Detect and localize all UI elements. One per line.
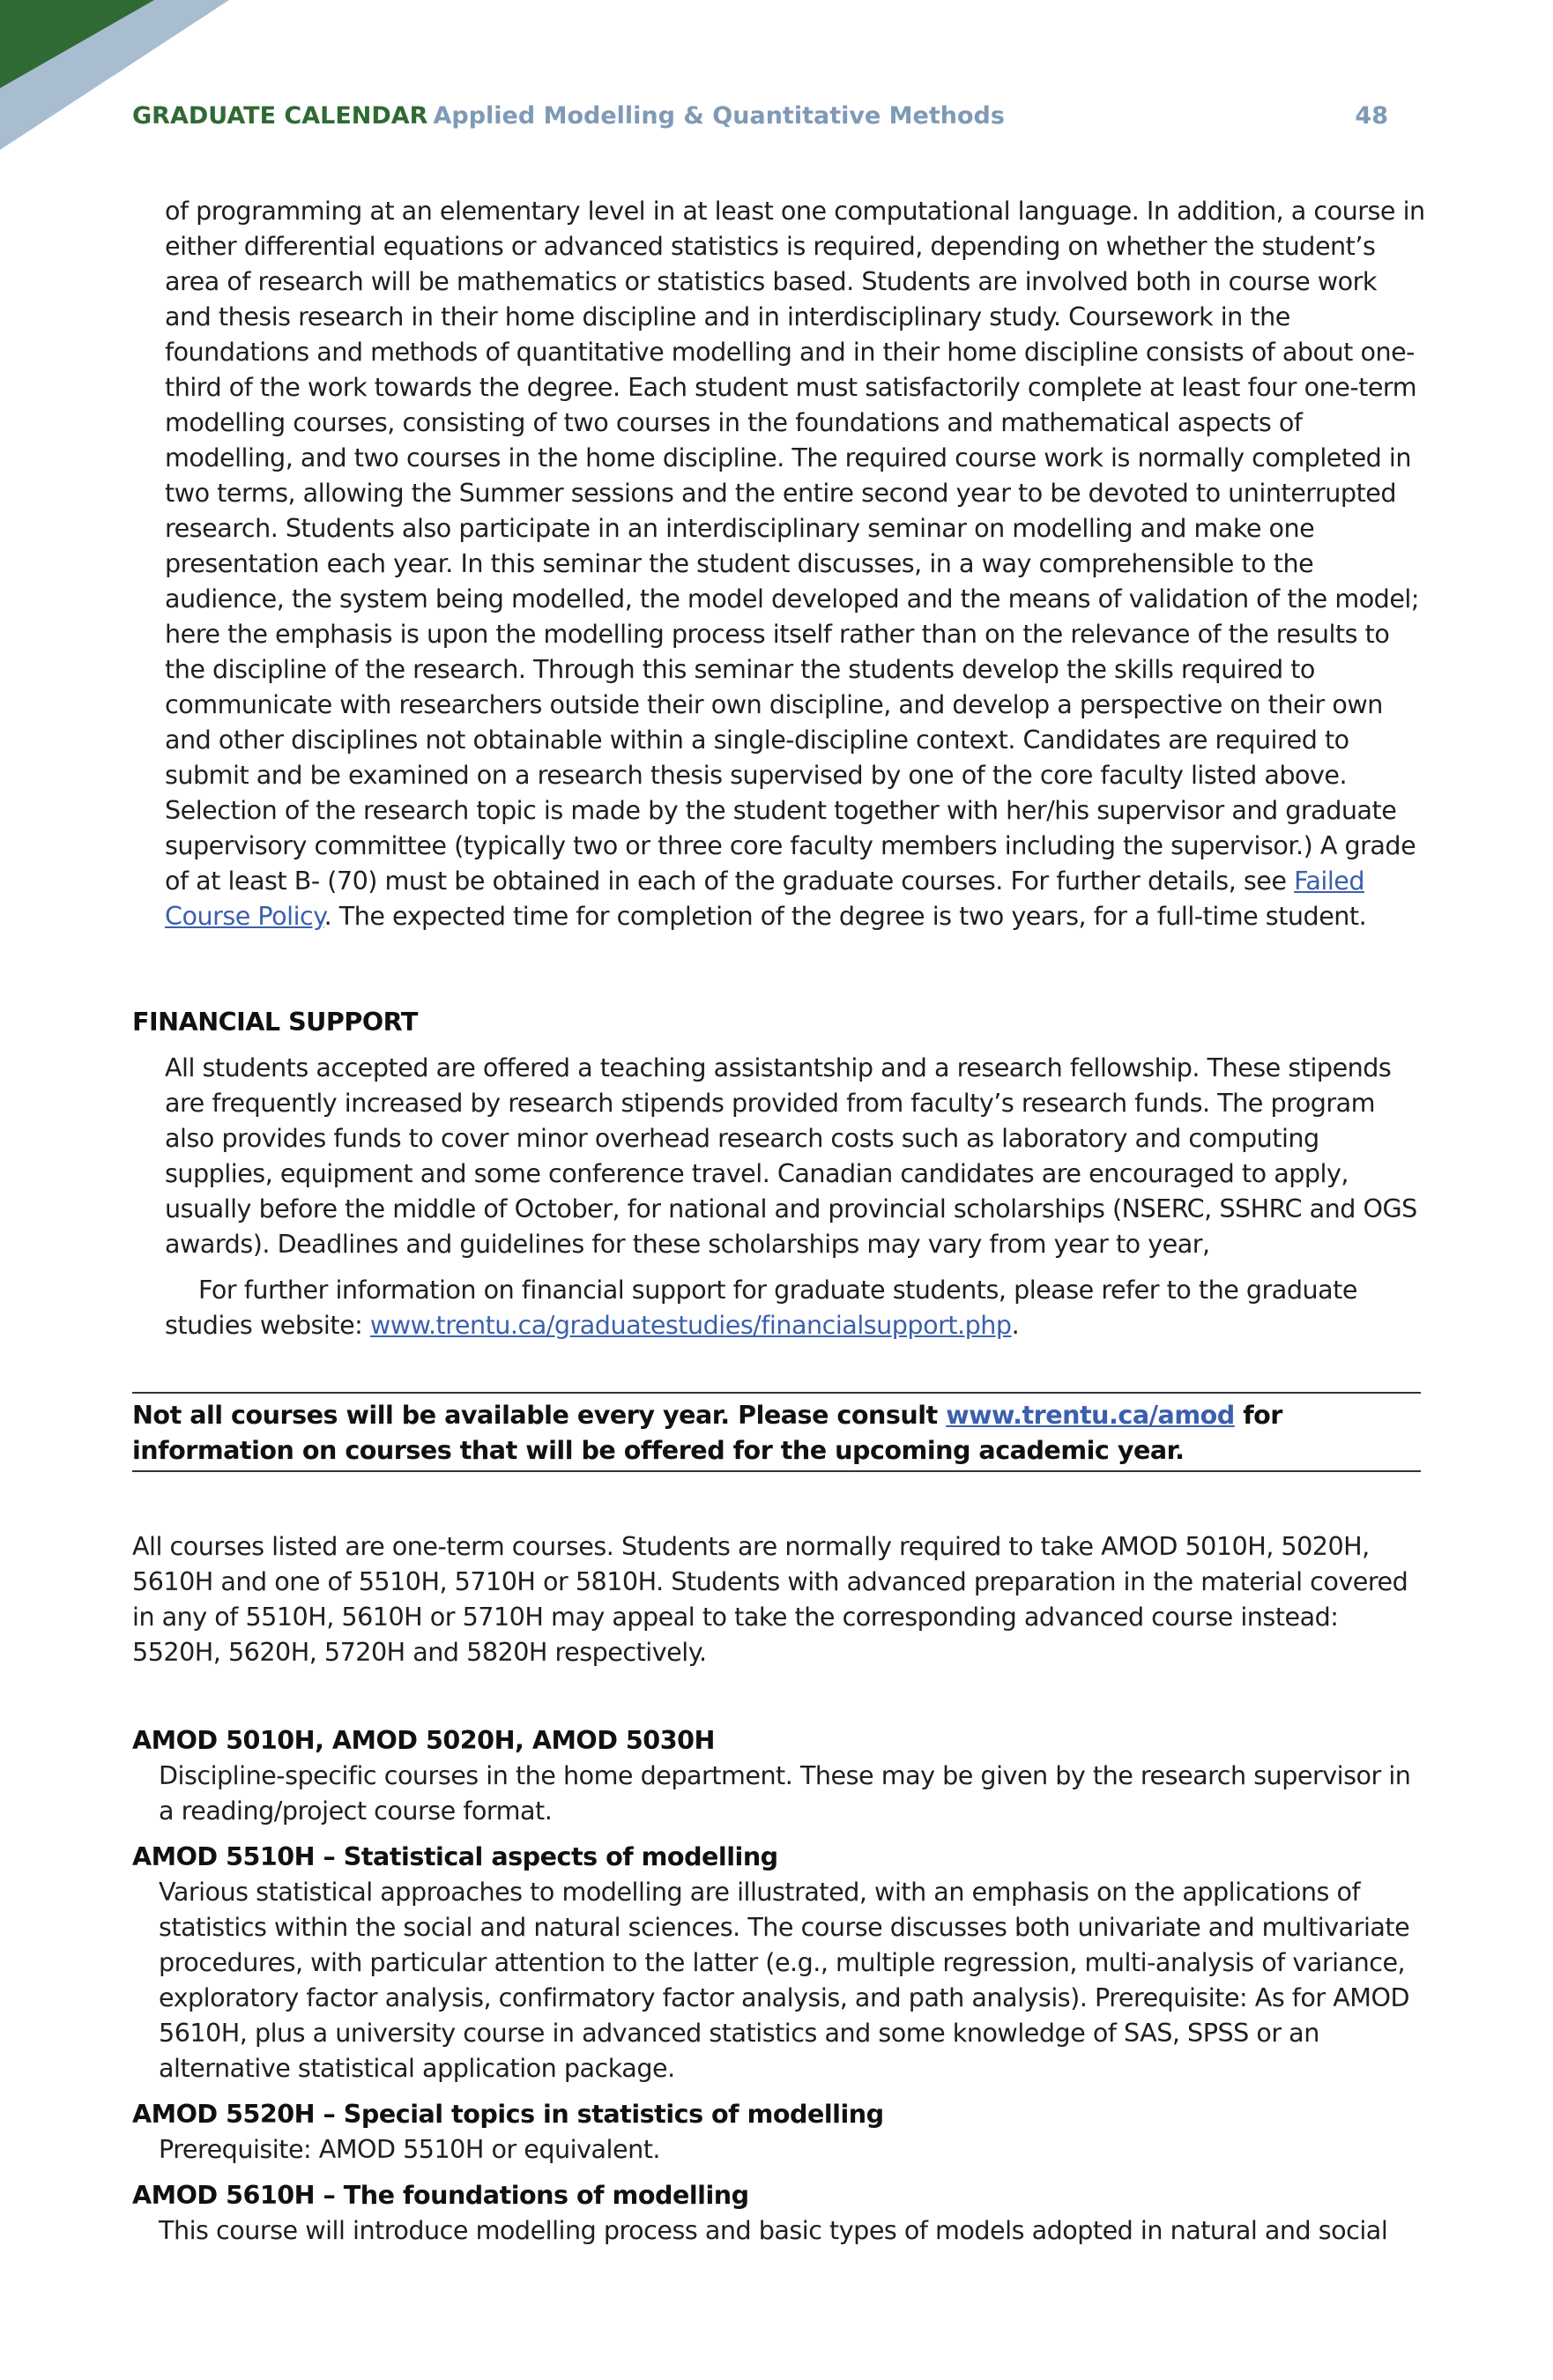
course-title: AMOD 5510H – Statistical aspects of modelling	[132, 1841, 778, 1871]
failed-course-policy-link[interactable]: Failed Course Policy	[165, 866, 1365, 931]
course-description: Discipline-specific courses in the home department. These may be given by the research supervisor in a reading/project course format.	[159, 1760, 1411, 1826]
course-description: Prerequisite: AMOD 5510H or equivalent.	[159, 2134, 661, 2164]
notice-top-rule	[132, 1392, 1421, 1394]
course-title: AMOD 5610H – The foundations of modelling	[132, 2180, 749, 2210]
program-paragraph: of programming at an elementary level in at least one computational language. In addition, a course in either differential equations or advanced statistics is required, depending on whether the student’s area of research will be mathematics or statistics based. Students are involved both in course work and thesis research in their home discipline and in interdisciplinary study. Coursework in the foundations and methods of quantitative modelling and in their home discipline consists of about one-third of the work towards the degree. Each student must satisfactorily complete at least four one-term modelling courses, consisting of two courses in the foundations and mathematical aspects of modelling, and two courses in the home discipline. The required course work is normally completed in two terms, allowing the Summer sessions and the entire second year to be devoted to uninterrupted research. Students also participate in an interdisciplinary seminar on modelling and make one presentation each year. In this seminar the student discusses, in a way comprehensible to the audience, the system being modelled, the model developed and the means of validation of the model; here the emphasis is upon the modelling process itself rather than on the relevance of the results to the discipline of the research. Through this seminar the students develop the skills required to communicate with researchers outside their own discipline, and develop a perspective on their own and other disciplines not obtainable within a single-discipline context. Candidates are required to submit and be examined on a research thesis supervised by one of the core faculty listed above. Selection of the research topic is made by the student together with her/his supervisor and graduate supervisory committee (typically two or three core faculty members including the supervisor.) A grade of at least B- (70) must be obtained in each of the graduate courses. For further details, see Failed Course Policy. The expected time for completion of the degree is two years, for a full-time student.	[165, 196, 1425, 931]
course-availability-notice: Not all courses will be available every year. Please consult www.trentu.ca/amod for information on courses that will be offered for the upcoming academic year.	[132, 1400, 1282, 1465]
amod-website-link[interactable]: www.trentu.ca/amod	[946, 1400, 1235, 1430]
course-description: Various statistical approaches to modelling are illustrated, with an emphasis on the applications of statistics within the social and natural sciences. The course discusses both univariate and multivariate procedures, with particular attention to the latter (e.g., multiple regression, multi-analysis of variance, exploratory factor analysis, confirmatory factor analysis, and path analysis). Prerequisite: As for AMOD 5610H, plus a university course in advanced statistics and some knowledge of SAS, SPSS or an alternative statistical application package.	[159, 1877, 1410, 2083]
financial-support-link[interactable]: www.trentu.ca/graduatestudies/financialsupport.php	[369, 1310, 1012, 1340]
page-header	[132, 99, 1388, 134]
financial-support-paragraph: All students accepted are offered a teaching assistantship and a research fellowship. These stipends are frequently increased by research stipends provided from faculty’s research funds. The program also provides funds to cover minor overhead research costs such as laboratory and computing supplies, equipment and some conference travel. Canadian candidates are encouraged to apply, usually before the middle of October, for national and provincial scholarships (NSERC, SSHRC and OGS awards). Deadlines and guidelines for these scholarships may vary from year to year,	[165, 1052, 1417, 1259]
course-title: AMOD 5520H – Special topics in statistics of modelling	[132, 2099, 884, 2129]
calendar-label: GRADUATE CALENDAR	[132, 102, 428, 130]
notice-bottom-rule	[132, 1470, 1421, 1472]
department-name: Applied Modelling & Quantitative Methods	[433, 102, 1005, 130]
page-number: 48	[1355, 102, 1388, 130]
course-description: This course will introduce modelling process and basic types of models adopted in natural and social	[159, 2215, 1388, 2245]
course-title: AMOD 5010H, AMOD 5020H, AMOD 5030H	[132, 1725, 715, 1755]
courses-intro: All courses listed are one-term courses. Students are normally required to take AMOD 5010H, 5020H, 5610H and one of 5510H, 5710H or 5810H. Students with advanced preparation in the material covered in any of 5510H, 5610H or 5710H may appeal to take the corresponding advanced course instead: 5520H, 5620H, 5720H and 5820H respectively.	[132, 1531, 1408, 1667]
financial-info-paragraph: For further information on financial support for graduate students, please refer to the graduate studies website: www.trentu.ca/graduatestudies/financialsupport.php.	[165, 1275, 1357, 1340]
financial-support-heading: FINANCIAL SUPPORT	[132, 1007, 418, 1037]
corner-decoration	[0, 0, 247, 159]
